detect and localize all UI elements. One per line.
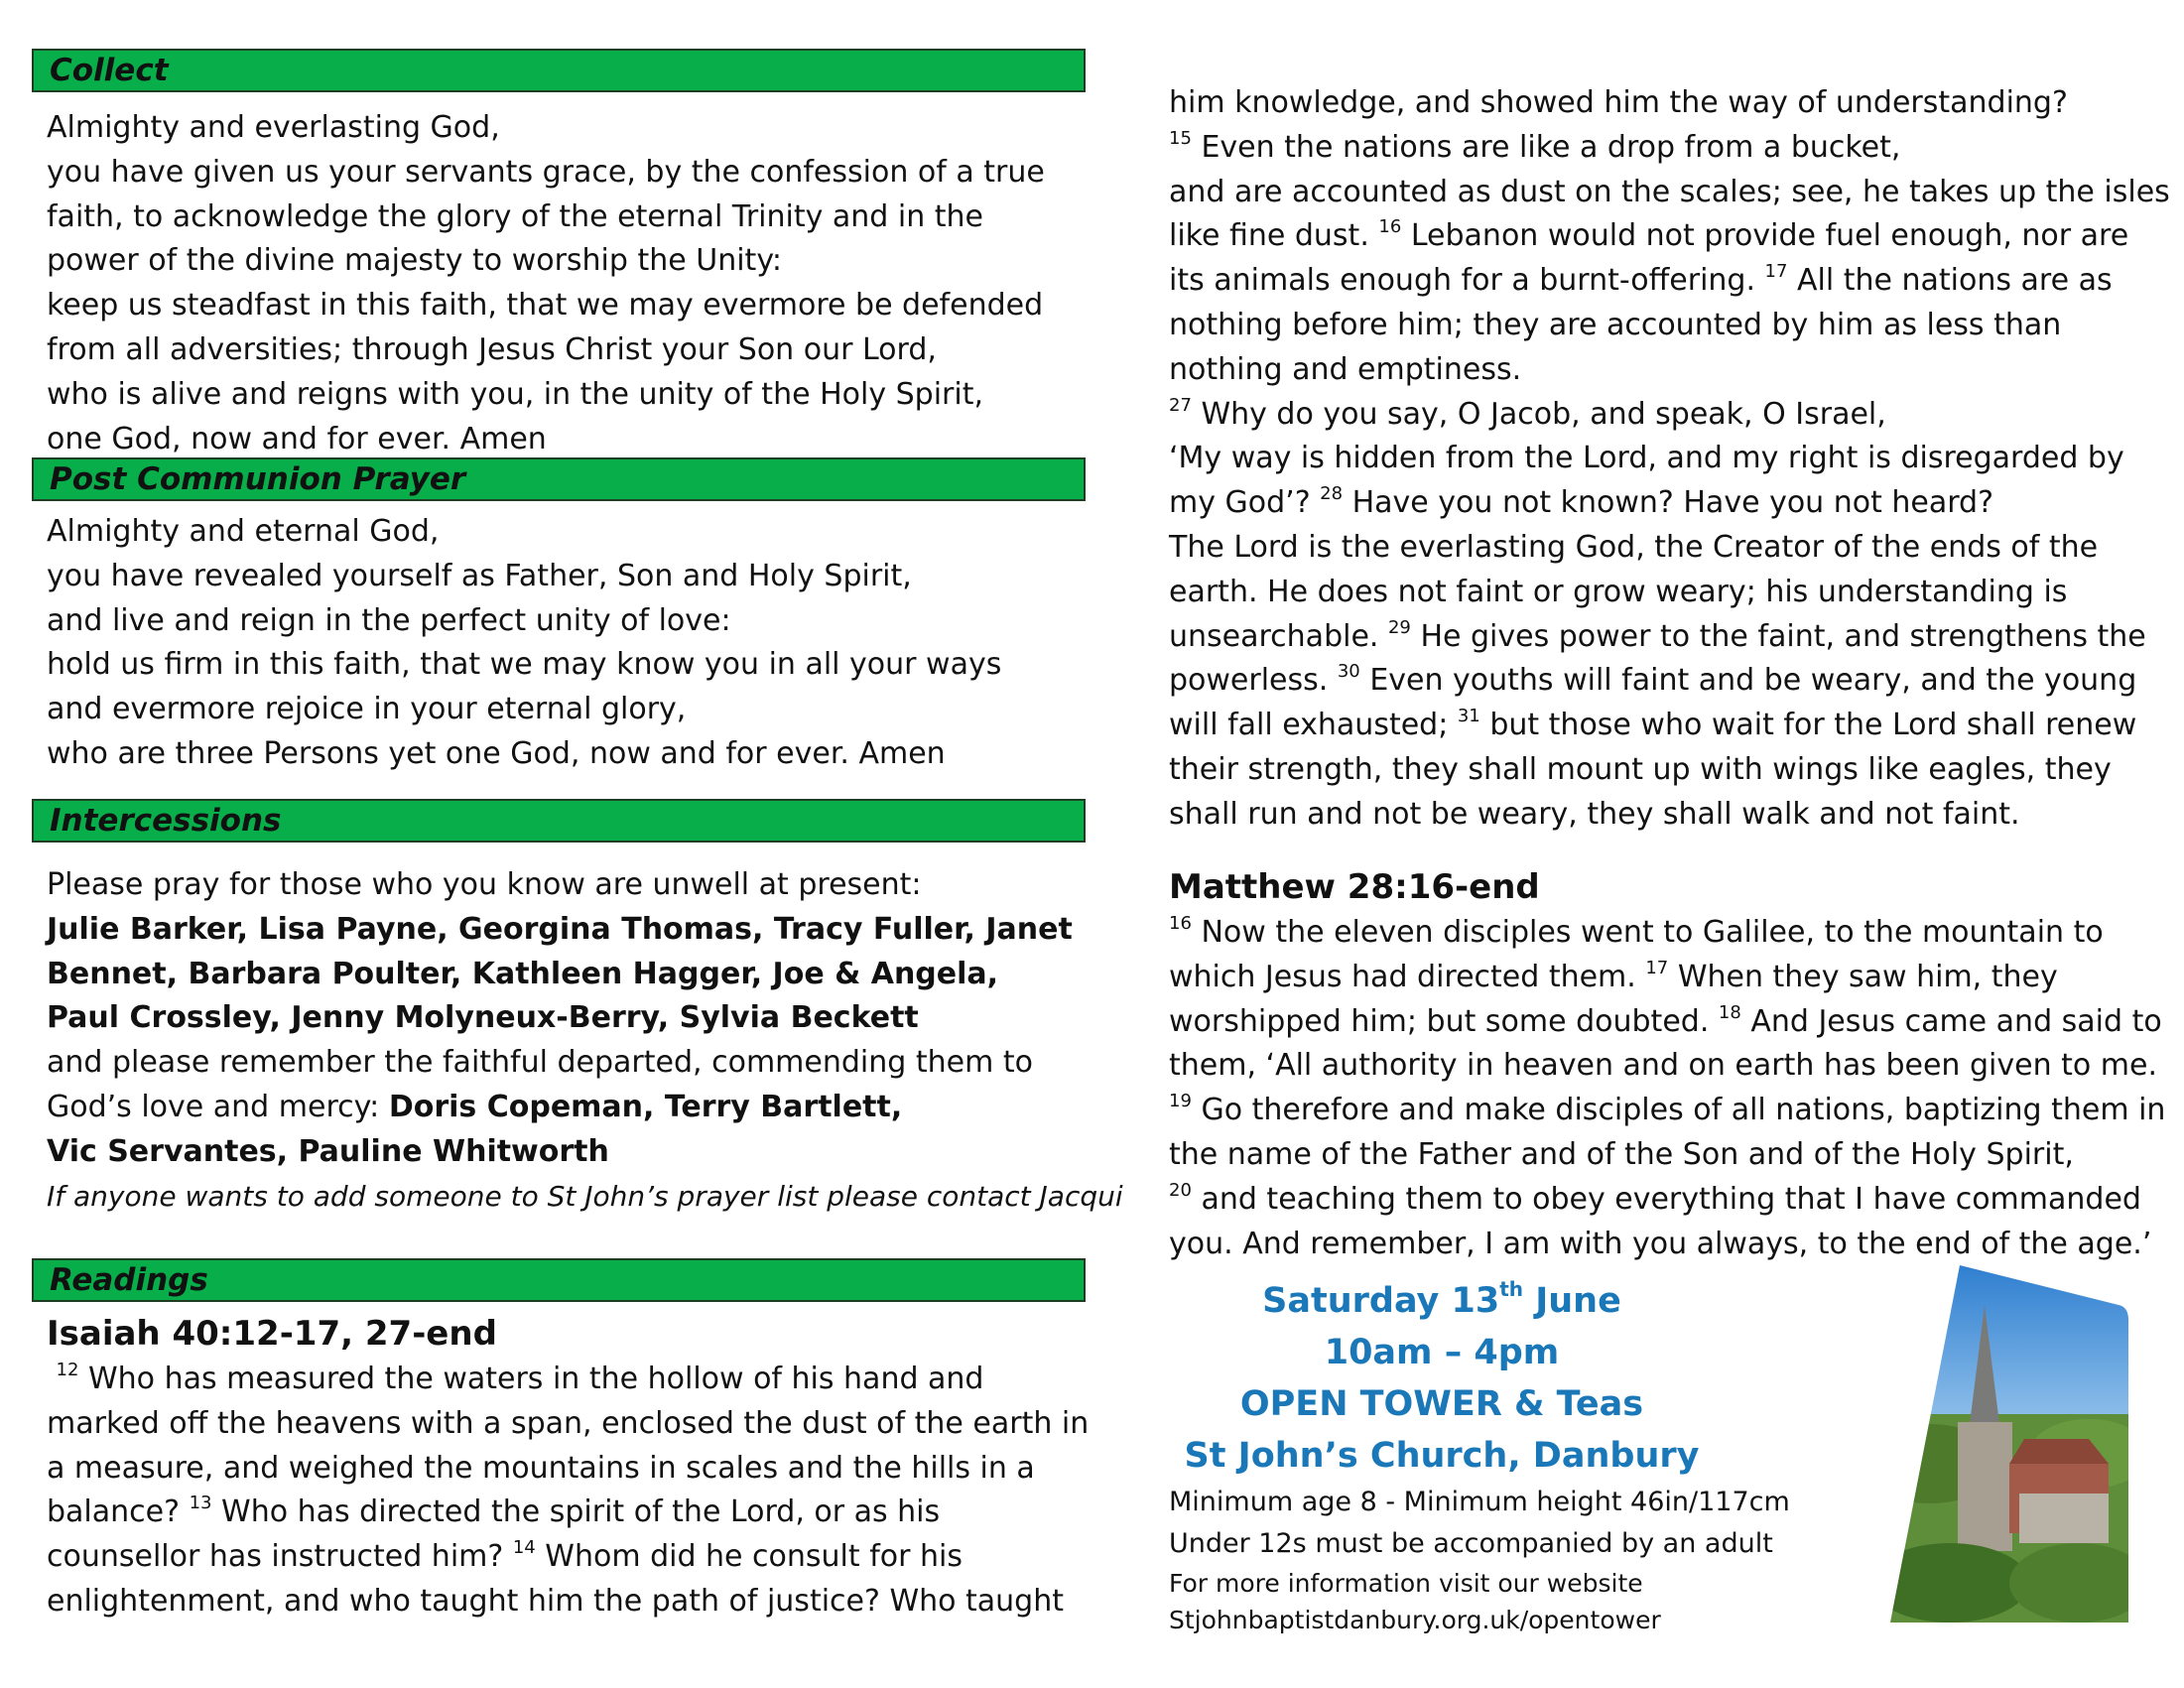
verse-text: Now the eleven disciples went to Galilee, to the mountain to [1201,915,2104,950]
verse-text: its animals enough for a burnt-offering. [1169,263,1765,299]
verse-line: you. And remember, I am with you always, to the end of the age.’ [1169,1226,2152,1261]
verse-line: ‘My way is hidden from the Lord, and my right is disregarded by [1169,441,2124,476]
promo-place: St John’s Church, Danbury [1184,1436,1700,1476]
verse-number: 19 [1169,1091,1192,1112]
verse-line [1169,1000,2165,1045]
verse-number: 12 [56,1360,79,1380]
post-communion-line: who are three Persons yet one God, now and for ever. Amen [47,735,946,771]
verse-line: the name of the Father and of the Son and of the Holy Spirit, [1169,1136,2074,1172]
verse-number: 16 [1378,216,1402,238]
intercessions-text [47,863,1123,1219]
matthew-reading [1169,863,2165,1266]
verse-text: which Jesus had directed them. [1169,959,1646,994]
verse-text: counsellor has instructed him? [47,1539,513,1575]
verse-number: 18 [1718,1001,1741,1023]
verse-number: 29 [1387,616,1411,638]
promo-event: OPEN TOWER & Teas [1239,1384,1644,1424]
verse-text: Even youths will faint and be weary, and the young [1369,663,2137,699]
verse-line: earth. He does not faint or grow weary; his understanding is [1169,574,2068,609]
verse-line [1169,259,2170,304]
promo-date-day: Saturday 13 [1262,1281,1500,1321]
verse-line [47,1491,1089,1535]
verse-line: enlightenment, and who taught him the path of justice? Who taught [47,1583,1064,1619]
post-communion-line: hold us firm in this faith, that we may know you in all your ways [47,647,1002,683]
collect-line: faith, to acknowledge the glory of the eternal Trinity and in the [47,198,983,234]
verse-line: nothing before him; they are accounted by him as less than [1169,307,2062,342]
verse-line: him knowledge, and showed him the way of understanding? [1169,85,2068,120]
verse-text: unsearchable. [1169,618,1388,654]
post-communion-line: and live and reign in the perfect unity of love: [47,602,731,638]
post-communion-line: Almighty and eternal God, [47,514,440,549]
departed-names: Doris Copeman, Terry Bartlett, [388,1089,903,1124]
intercessions-intro: Please pray for those who you know are unwell at present: [47,867,922,902]
verse-number: 31 [1457,706,1480,727]
promo-date [1169,1275,1715,1327]
collect-line: keep us steadfast in this faith, that we may evermore be defended [47,288,1044,324]
unwell-names: Bennet, Barbara Poulter, Kathleen Hagger, Joe & Angela, [47,956,999,991]
verse-line [1169,956,2165,1000]
collect-text [47,106,1045,461]
verse-text: Who has measured the waters in the hollow of his hand and [88,1362,984,1396]
verse-line [1169,481,2170,526]
verse-number: 14 [512,1537,536,1559]
verse-text: He gives power to the faint, and strengthens the [1420,618,2146,654]
verse-number: 27 [1169,394,1192,416]
readings-heading: Readings [32,1258,1086,1302]
collect-line: Almighty and everlasting God, [47,110,500,145]
prayer-list-note: If anyone wants to add someone to St John’s prayer list please contact Jacqui [47,1179,1123,1213]
verse-line [1169,1178,2165,1223]
verse-line: nothing and emptiness. [1169,351,1522,387]
verse-text: will fall exhausted; [1169,708,1458,743]
promo-requirement: Under 12s must be accompanied by an adult [1169,1528,1773,1559]
collect-heading: Collect [32,49,1086,92]
promo-info: For more information visit our website [1169,1569,1643,1598]
verse-text: and teaching them to obey everything that I have commanded [1201,1181,2141,1217]
verse-number: 16 [1169,913,1192,934]
intercessions-heading: Intercessions [32,799,1086,843]
verse-number: 15 [1169,127,1192,149]
verse-line [1169,704,2170,748]
verse-line: their strength, they shall mount up with wings like eagles, they [1169,751,2112,787]
post-communion-line: and evermore rejoice in your eternal glory, [47,692,687,727]
verse-number: 30 [1337,661,1360,683]
post-communion-heading: Post Communion Prayer [32,457,1086,501]
post-communion-text [47,510,1001,777]
verse-line [1169,659,2170,704]
verse-text: All the nations are as [1797,263,2113,299]
verse-line [1169,393,2170,438]
church-tower-photo [1890,1265,2128,1623]
verse-number: 28 [1320,483,1344,505]
collect-line: power of the divine majesty to worship the Unity: [47,243,782,279]
verse-text: When they saw him, they [1677,959,2058,994]
verse-text: Go therefore and make disciples of all nations, baptizing them in [1201,1093,2166,1128]
verse-text: powerless. [1169,663,1338,699]
verse-line [1169,1089,2165,1133]
promo-requirement: Minimum age 8 - Minimum height 46in/117cm [1169,1487,1790,1517]
verse-text: but those who wait for the Lord shall renew [1489,708,2137,743]
verse-line [47,1358,1089,1402]
verse-number: 17 [1645,957,1669,978]
post-communion-line: you have revealed yourself as Father, Son and Holy Spirit, [47,558,912,593]
verse-line [47,1535,1089,1580]
promo-url: Stjohnbaptistdanbury.org.uk/opentower [1169,1606,1661,1634]
verse-line: shall run and not be weary, they shall walk and not faint. [1169,796,2020,832]
verse-line [1169,126,2170,171]
verse-line: a measure, and weighed the mountains in scales and the hills in a [47,1450,1035,1486]
verse-line [1169,214,2170,259]
isaiah-reading [47,1310,1089,1624]
open-tower-promo [1169,1275,1923,1638]
verse-line [1169,615,2170,660]
isaiah-continued [1169,81,2170,838]
promo-time: 10am – 4pm [1324,1333,1560,1372]
verse-line [1169,911,2165,956]
collect-line: one God, now and for ever. Amen [47,421,547,456]
collect-line: you have given us your servants grace, by the confession of a true [47,154,1045,190]
verse-line: marked off the heavens with a span, enclosed the dust of the earth in [47,1405,1090,1441]
verse-line: them, ‘All authority in heaven and on earth has been given to me. [1169,1048,2157,1084]
verse-number: 17 [1764,261,1788,283]
collect-line: who is alive and reigns with you, in the unity of the Holy Spirit, [47,376,984,412]
unwell-names: Julie Barker, Lisa Payne, Georgina Thomas, Tracy Fuller, Janet [47,911,1073,947]
isaiah-title: Isaiah 40:12-17, 27-end [47,1314,497,1354]
verse-text: my God’? [1169,485,1321,521]
verse-text: Even the nations are like a drop from a bucket, [1201,129,1901,165]
verse-line: The Lord is the everlasting God, the Creator of the ends of the [1169,529,2099,565]
verse-text: like fine dust. [1169,218,1379,254]
verse-number: 20 [1169,1179,1192,1201]
verse-text: worshipped him; but some doubted. [1169,1003,1719,1039]
departed-names: Vic Servantes, Pauline Whitworth [47,1133,609,1169]
unwell-names: Paul Crossley, Jenny Molyneux-Berry, Sylvia Beckett [47,1000,919,1036]
verse-text: Lebanon would not provide fuel enough, nor are [1410,218,2129,254]
departed-intro: and please remember the faithful departed, commending them to [47,1045,1033,1081]
verse-text: Why do you say, O Jacob, and speak, O Israel, [1201,396,1886,432]
verse-number: 13 [189,1493,212,1514]
verse-text: Have you not known? Have you not heard? [1351,485,1994,521]
promo-date-suffix: th [1499,1277,1524,1301]
collect-line: from all adversities; through Jesus Christ your Son our Lord, [47,331,937,367]
verse-line: and are accounted as dust on the scales; see, he takes up the isles [1169,174,2170,209]
promo-date-month: June [1523,1281,1621,1321]
verse-text: balance? [47,1494,190,1530]
departed-line [47,1086,1123,1130]
verse-text: Who has directed the spirit of the Lord, or as his [221,1494,941,1530]
departed-intro-2: God’s love and mercy: [47,1089,389,1124]
verse-text: Whom did he consult for his [545,1539,963,1575]
matthew-title: Matthew 28:16-end [1169,867,1540,907]
verse-text: And Jesus came and said to [1750,1003,2162,1039]
